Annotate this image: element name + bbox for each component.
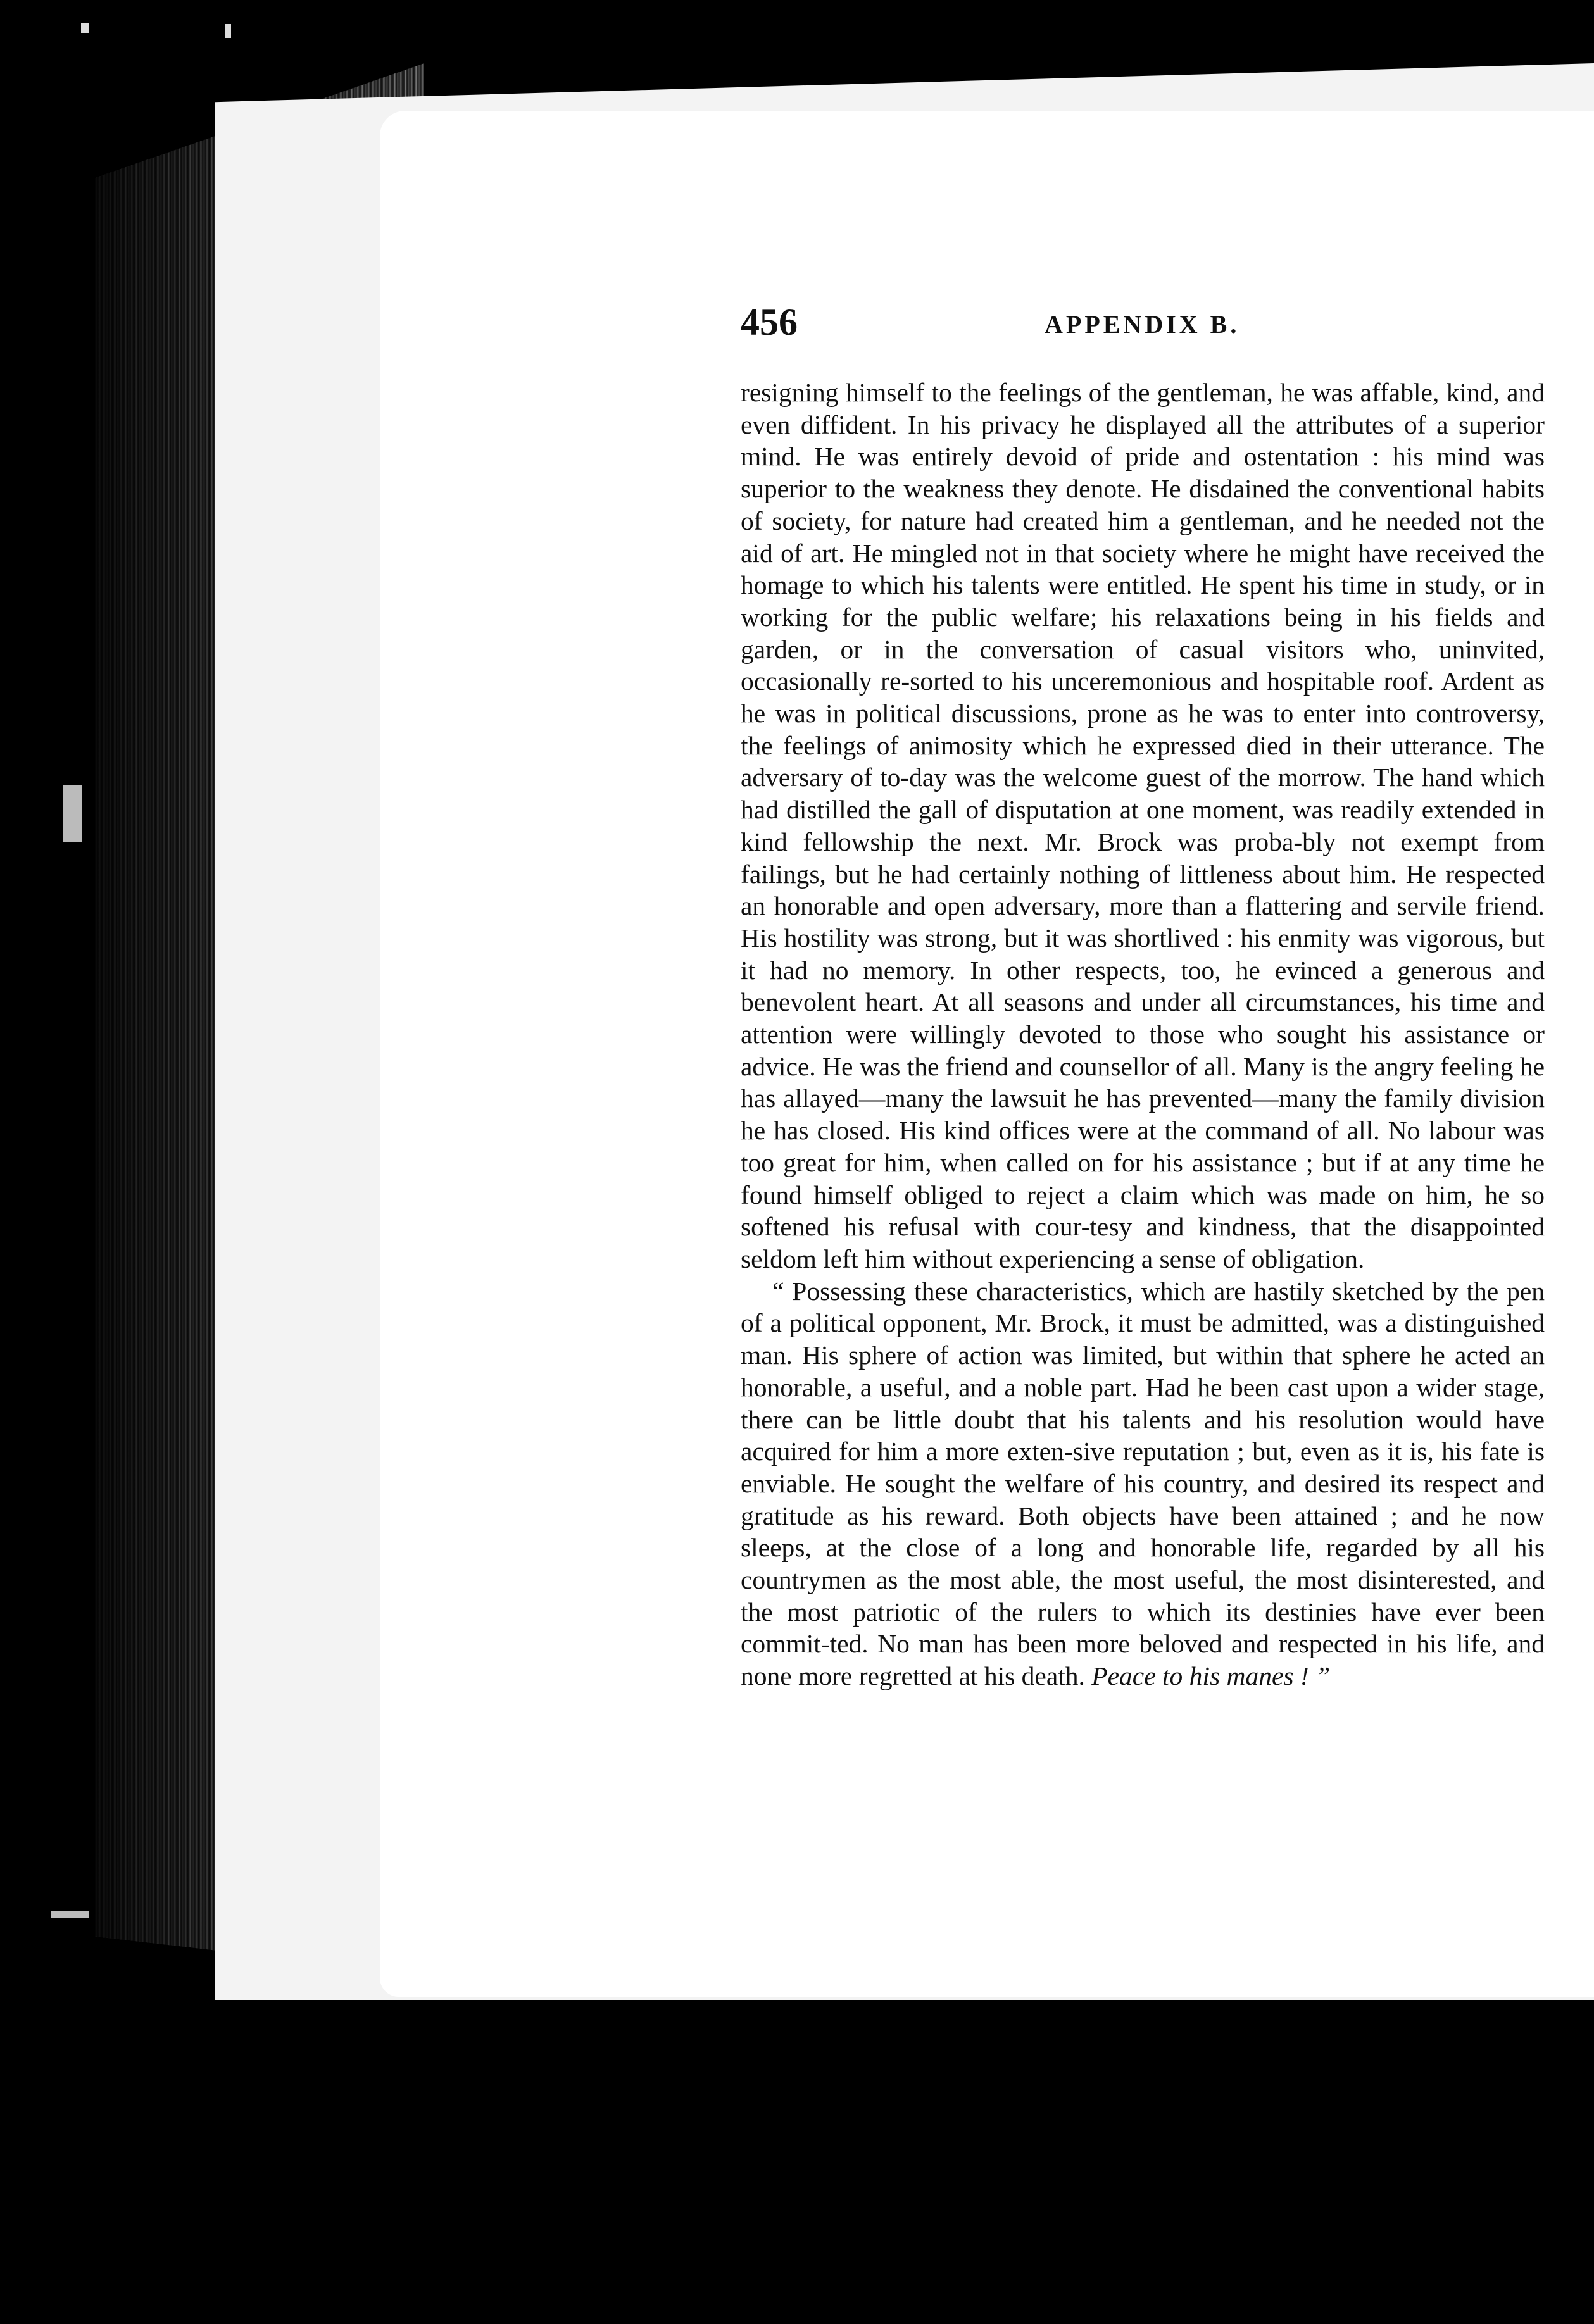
book-page [380, 111, 1594, 1997]
closing-phrase: Peace to his manes ! ” [1091, 1661, 1331, 1691]
scan-speck [63, 785, 82, 842]
page-number: 456 [741, 301, 798, 343]
paragraph [741, 1275, 1545, 1692]
scan-speck [81, 23, 89, 33]
paragraph-text: resigning himself to the feelings of the gentleman, he was affable, kind, and even diffident. In his privacy he displayed all the attributes of a superior mind. He was entirely devoid of pride and ostentation : his mind was superior to the weakness they denote. He disdained the conventional habits of society, for nature had created him a gentleman, and he needed not the aid of art. He mingled not in that society where he might have received the homage to which his talents were entitled. He spent his time in study, or in working for the public welfare; his relaxations being in his fields and garden, or in the conversation of casual visitors who, uninvited, occasionally re-sorted to his unceremonious and hospitable roof. Ardent as he was in political discussions, prone as he was to enter into controversy, the feelings of animosity which he expressed died in their utterance. The adversary of to-day was the welcome guest of the morrow. The hand which had distilled the gall of disputation at one moment, was readily extended in kind fellowship the next. Mr. Brock was proba-bly not exempt from failings, but he had certainly nothing of littleness about him. He respected an honorable and open adversary, more than a flattering and servile friend. His hostility was strong, but it was shortlived : his enmity was vigorous, but it had no memory. In other respects, too, he evinced a generous and benevolent heart. At all seasons and under all circumstances, his time and attention were willingly devoted to those who sought his assistance or advice. He was the friend and counsellor of all. Many is the angry feeling he has allayed—many the lawsuit he has prevented—many the family division he has closed. His kind offices were at the command of all. No labour was too great for him, when called on for his assistance ; but if at any time he found himself obliged to reject a claim which was made on him, he so softened his refusal with cour-tesy and kindness, that the disappointed seldom left him without experiencing a sense of obligation. [741, 378, 1545, 1273]
paragraph-text: “ Possessing these characteristics, which are hastily sketched by the pen of a political opponent, Mr. Brock, it must be admitted, was a distinguished man. His sphere of action was limited, but within that sphere he acted an honorable, a useful, and a noble part. Had he been cast upon a wider stage, there can be little doubt that his talents and his resolution would have acquired for him a more exten-sive reputation ; but, even as it is, his fate is enviable. He sought the welfare of his country, and desired its respect and gratitude as his reward. Both objects have been attained ; and he now sleeps, at the close of a long and honorable life, regarded by all his countrymen as the most able, the most useful, the most disinterested, and the most patriotic of the rulers to which its destinies have ever been commit-ted. No man has been more beloved and respected in his life, and none more regretted at his death. [741, 1276, 1545, 1691]
paragraph [741, 377, 1545, 1275]
scan-speck [51, 1911, 89, 1918]
running-head [741, 301, 1545, 351]
page-content [741, 301, 1545, 1692]
running-head-title: APPENDIX B. [1045, 310, 1240, 339]
scan-speck [225, 24, 231, 38]
